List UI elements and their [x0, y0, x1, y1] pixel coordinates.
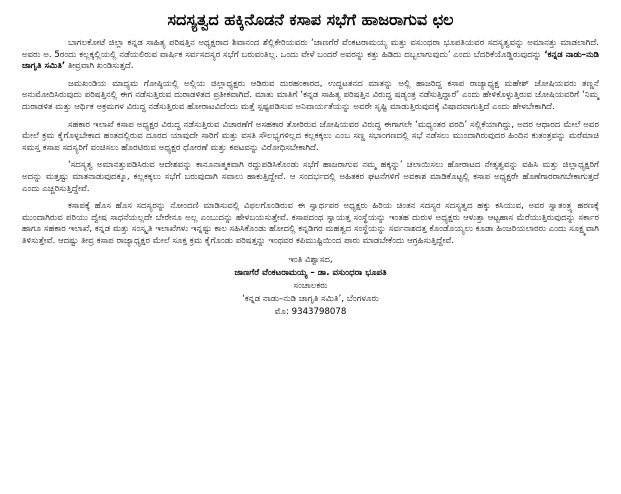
phone-label: ಮೊ: — [274, 306, 289, 317]
signature-organization: ‘ಕನ್ನಡ ನಾಡು–ನುಡಿ ಜಾಗೃತಿ ಸಮಿತಿ’, ಬೆಂಗಳೂರು — [242, 293, 379, 304]
signature-block — [22, 254, 599, 319]
paragraph-4: ‘ಸದಸ್ಯತ್ವ ಅಮಾನತ್ತುಪಡಿಸಿರುವ ಆದೇಶವನ್ನು ಕಾನೂನಾತ್ಮಕವಾಗಿ ರದ್ದುಪಡಿಸಿಕೊಂಡು ಸಭೆಗೆ ಹಾಜರಾಗುವ ನಮ್ಮ ಹಕ್ಕನ್ನು’ ಚಲಾಯಿಸಲು ಹೋರಾಟದ ನೇತೃತ್ವವನ್ನು ವಹಿಸಿ ಮತ್ತು ಜಿಲ್ಲಾಧ್ಯಕ್ಷರಿಗೆ ಅದನ್ನು ಮತ್ತಷ್ಟು ಮಾತನಾಡುವುದಕ್ಕೂ, ಕಲ್ಲಕಕ್ಕಲು ಸಭೆಗೆ ಬರುವುದಾಗಿ ಸವಾಲು ಹಾಕುತ್ತಿದ್ದೇವೆ. ಆ ಸಂದರ್ಭದಲ್ಲಿ ಅಹಿತಕರ ಘಟನೆಗಳಿಗೆ ಅವಕಾಶ ಮಾಡಿಕೊಟ್ಟಲ್ಲಿ ಕಸಾಪ ಅಧ್ಯಕ್ಷರೇ ಹೊಣೆಗಾರರಾಗಬೇಕಾಗುತ್ತದೆ ಎಂದು ಎಚ್ಚರಿಸುತ್ತಿದ್ದೇವೆ. — [22, 160, 599, 194]
phone-number: 9343798078 — [291, 306, 347, 317]
signature-role: ಸಂಚಾಲಕರು — [293, 280, 328, 291]
signature-phone — [22, 306, 599, 319]
signature-closing: ಇಂತಿ ವಿಶ್ವಾಸದ, — [288, 254, 333, 265]
paragraph-1 — [22, 38, 599, 73]
paragraph-1-text: ಬಾಗಲಕೋಟೆ ಜಿಲ್ಲಾ ಕನ್ನಡ ಸಾಹಿತ್ಯ ಪರಿಷತ್ತಿನ ಅಧ್ಯಕ್ಷರಾದ ಶಿವಾನಂದ ಶೆಲ್ಲಿಕೇರಿಯವರು ‘ಜಾಣಗೆರೆ ವೆಂಕಟರಾಮಯ್ಯ ಮತ್ತು ವಸುಂಧರಾ ಭೂಪತಿಯವರ ಸದಸ್ಯತ್ವವನ್ನು ಅಮಾನತ್ತು ಮಾಡಲಾಗಿದೆ. ಅವರು ಅ. 5ರಂದು ಕಲ್ಲಕ್ಕಲ್ಲಿಯಲ್ಲಿ ನಡೆಯಲಿರುವ ವಾರ್ಷಿಕ ಸರ್ವಸದಸ್ಯರ ಸಭೆಗೆ ಬರುವಂತಿಲ್ಲ. ಒಂದು ವೇಳೆ ಬಂದರೆ ಅವರನ್ನು ಕತ್ತು ಹಿಡಿದು ದಬ್ಬಲಾಗುವುದು’ ಎಂದು ಬೆದರಿಕೆಯೊಡ್ಡಿರುವುದನ್ನು — [22, 38, 599, 60]
signature-names: ಜಾಣಗೆರೆ ವೆಂಕಟರಾಮಯ್ಯ – ಡಾ. ವಸುಂಧರಾ ಭೂಪತಿ — [234, 267, 387, 278]
committee-name-bold: ‘ಕನ್ನಡ ನಾಡು–ನುಡಿ ಜಾಗೃತಿ ಸಮಿತಿ’ — [22, 49, 599, 72]
paragraph-5: ಕಸಾಪಕ್ಕೆ ಹೊಸ ಹೊಸ ಸದಸ್ಯರನ್ನು ನೋಂದಣಿ ಮಾಡಿಸುವಲ್ಲಿ ವಿಫಲಗೊಂಡಿರುವ ಈ ಸ್ವಾರ್ಥಪರ ಅಧ್ಯಕ್ಷರು ಹಿರಿಯ ಚಿಂತನ ಸದಸ್ಯರ ಸದಸ್ಯತ್ವದ ಹಕ್ಕು ಕಸಿಯುವ, ಅವರ ಸ್ವಾತಂತ್ರ್ಯ ಹರಣಕ್ಕೆ ಮುಂದಾಗಿರುವ ಪರಿಯು ದ್ವೇಷ ಸಾಧನೆಯಲ್ಲದೇ ಬೇರೇನೂ ಅಲ್ಲ ಎಂಬುದನ್ನು ಹೇಳಬಯಸುತ್ತೇವೆ. ಕಸಾಪದಂಥ ಸ್ವಾಯತ್ತ ಸಂಸ್ಥೆಯನ್ನು ಇಂತಹ ದುರುಳ ಅಧ್ಯಕ್ಷರು ಆಳುತ್ತಾ ಆಟ್ಟಹಾಸ ಮೆರೆಯುತ್ತಿರುವುದನ್ನು ಸರ್ಕಾರ ಹಾಗೂ ಸಹಕಾರ ಇಲಾಖೆ, ಕನ್ನಡ ಮತ್ತು ಸಂಸ್ಕೃತಿ ಇಲಾಖೆಗಳು ಇನ್ನಷ್ಟು ಕಾಲ ಸಹಿಸಿಕೊಂಡು ಹೋದಲ್ಲಿ ಕನ್ನಡಿಗರ ಮಹತ್ವದ ಸಂಸ್ಥೆಯನ್ನು ಸರ್ವನಾಶದತ್ತ ಕೊಂಡೊಯ್ಯಲು ಕೂಡಾ ಹಿಂಜರಿಯಲಾರರು ಎಂದು ಸೂಕ್ಷ್ಮವಾಗಿ ತಿಳಿಸುತ್ತೇವೆ. ಆದಷ್ಟು ತೀವ್ರ ಕಸಾಪ ರಾಜ್ಯಾಧ್ಯಕ್ಷರ ಮೇಲೆ ಸೂಕ್ತ ಕ್ರಮ ಕೈಗೊಂಡು ಪರಿಷತ್ತನ್ನು ಇಂಥವರ ಕಪಿಮುಷ್ಟಿಯಿಂದ ಪಾರು ಮಾಡಬೇಕೆಂದು ಆಗ್ರಹಿಸುತ್ತಿದ್ದೇವೆ. — [22, 201, 599, 246]
page-title: ಸದಸ್ಯತ್ವದ ಹಕ್ಕಿನೊಡನೆ ಕಸಾಪ ಸಭೆಗೆ ಹಾಜರಾಗುವ ಛಲ — [167, 10, 454, 29]
paragraph-1-tail: ತೀವ್ರವಾಗಿ ಖಂಡಿಸುತ್ತದೆ. — [65, 61, 134, 72]
paragraph-3: ಸಹಕಾರ ಇಲಾಖೆ ಕಸಾಪ ಅಧ್ಯಕ್ಷರ ವಿರುದ್ಧ ನಡೆಸುತ್ತಿರುವ ವಿಚಾರಣೆಗೆ ಅಸಹಕಾರ ತೋರಿರುವ ಜೋಷಿಯವರ ವಿರುದ್ಧ ಈಗಾಗಲೇ ‘ಮಧ್ಯಂತರ ವರದಿ’ ಸಲ್ಲಿಕೆಯಾಗಿದ್ದು, ಅದರ ಆಧಾರದ ಮೇಲೆ ಅವರ ಮೇಲೆ ಕ್ರಮ ಕೈಗೊಳ್ಳಬೇಕಾದ ಹಂತದಲ್ಲಿರುವ ದೂರದ ಯಾವುದೇ ಸಾರಿಗೆ ಮತ್ತು ವಸತಿ ಸೌಲಭ್ಯಗಳಿಲ್ಲದ ಕಲ್ಲಕಕ್ಕಲು ಎಂಬ ಸಣ್ಣ ಸಭಾಂಗಣದಲ್ಲಿ ಸಭೆ ನಡೆಸಲು ಮುಂದಾಗಿರುವುದರ ಹಿಂದಿನ ಕುತಂತ್ರವನ್ನು ಮರೆಮಾಚಿ ಸಮಸ್ತ ಕಸಾಪ ಸದಸ್ಯರಿಗೆ ವಂಚಿಸಲು ಹೊರಟಿರುವ ಅಧ್ಯಕ್ಷರ ಧೋರಣೆ ಮತ್ತು ಕಪಟವನ್ನು ವಿರೋಧಿಸಬೇಕಾಗಿದೆ. — [22, 119, 599, 153]
paragraph-2: ಜಮಖಂಡಿಯ ಮಾಧ್ಯಮ ಗೋಷ್ಠಿಯಲ್ಲಿ ಅಲ್ಲಿಯ ಜಿಲ್ಲಾಧ್ಯಕ್ಷರು ಆಡಿರುವ ದುರಹಂಕಾರದ, ಉದ್ಧಟತನದ ಮಾತನ್ನು ಅಲ್ಲಿ ಹಾಜರಿದ್ದ ಕಸಾಪ ರಾಜ್ಯಾಧ್ಯಕ್ಷ ಮಹೇಶ್ ಜೋಷಿಯವರು ತಣ್ಣನೆ ಅನುಮೋದಿಸಿರುವುದು ಪರಿಷತ್ತಿನಲ್ಲಿ ಈಗ ನಡೆಸುತ್ತಿರುವ ದುರಾಡಳಿತದ ಪ್ರತೀಕವಾಗಿದೆ. ಮಾತು ಮಾತಿಗೆ ‘ಕನ್ನಡ ಸಾಹಿತ್ಯ ಪರಿಷತ್ತಿನ ವಿರುದ್ಧ ಷಡ್ಯಂತ್ರ ನಡೆಸುತ್ತಿದ್ದಾರೆ’ ಎಂದು ಹೇಳಿಕೊಳ್ಳುತ್ತಿರುವ ಜೋಷಿಯವರಿಗೆ ‘ನಿಮ್ಮ ದುರಾಡಳಿತ ಮತ್ತು ಆರ್ಥಿಕ ಅಕ್ರಮಗಳ ವಿರುದ್ಧ ನಡೆಸುತ್ತಿರುವ ಹೋರಾಟವಿದೆಂದು ಮತ್ತೆ ಸ್ಪಷ್ಟಪಡಿಸುವ ಅನಿವಾರ್ಯತೆಯನ್ನು ಅವರೇ ಸೃಷ್ಟಿ ಮಾಡುತ್ತಿರುವುದಕ್ಕೆ ವಿಷಾದವಾಗುತ್ತಿದೆ ಎಂದು ಹೇಳಬೇಕಾಗಿದೆ. — [22, 78, 599, 112]
